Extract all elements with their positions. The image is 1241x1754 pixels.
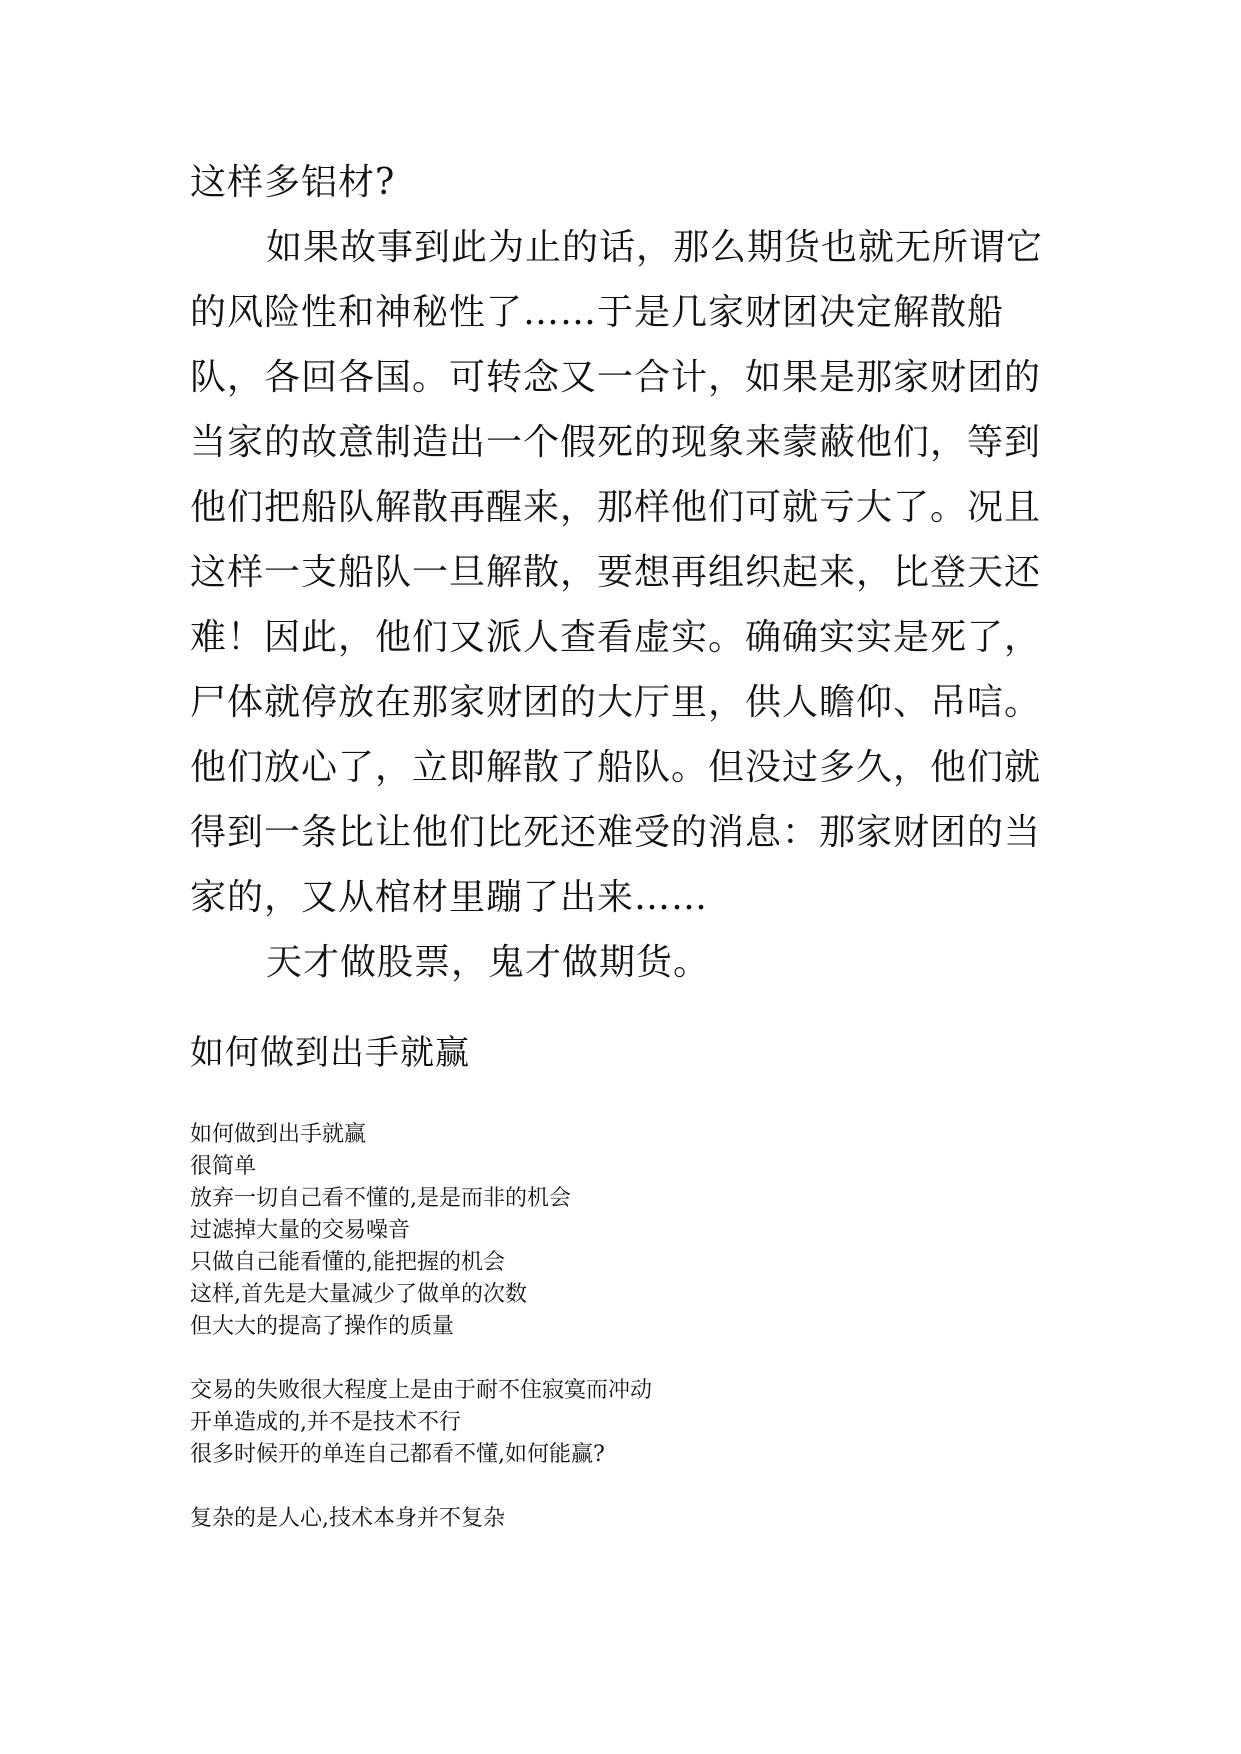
story-line: 的风险性和神秘性了……于是几家财团决定解散船 xyxy=(190,292,1005,333)
story-paragraph xyxy=(190,215,1060,930)
blank-line xyxy=(190,1343,1060,1375)
story-paragraph xyxy=(190,150,1060,215)
story-line: 如果故事到此为止的话，那么期货也就无所谓它 xyxy=(266,227,1044,268)
notes-line: 但大大的提高了操作的质量 xyxy=(190,1314,455,1339)
notes-line: 过滤掉大量的交易噪音 xyxy=(190,1218,411,1243)
notes-body xyxy=(190,1119,1060,1535)
notes-line: 复杂的是人心,技术本身并不复杂 xyxy=(190,1506,505,1531)
story-line: 他们放心了，立即解散了船队。但没过多久，他们就 xyxy=(190,747,1042,788)
story-line: 尸体就停放在那家财团的大厅里，供人瞻仰、吊唁。 xyxy=(190,682,1042,723)
notes-line: 如何做到出手就赢 xyxy=(190,1122,367,1147)
story-line: 难！因此，他们又派人查看虚实。确确实实是死了， xyxy=(190,617,1042,658)
story-line: 家的，又从棺材里蹦了出来…… xyxy=(190,877,709,918)
story-line: 当家的故意制造出一个假死的现象来蒙蔽他们，等到 xyxy=(190,422,1042,463)
notes-line: 交易的失败很大程度上是由于耐不住寂寞而冲动 xyxy=(190,1378,653,1403)
story-body xyxy=(190,150,1060,995)
notes-line: 这样,首先是大量减少了做单的次数 xyxy=(190,1282,527,1307)
story-line: 他们把船队解散再醒来，那样他们可就亏大了。况且 xyxy=(190,487,1042,528)
notes-line: 只做自己能看懂的,能把握的机会 xyxy=(190,1250,505,1275)
story-line: 得到一条比让他们比死还难受的消息：那家财团的当 xyxy=(190,812,1042,853)
notes-line: 很简单 xyxy=(190,1154,257,1179)
blank-line xyxy=(190,1471,1060,1503)
notes-line: 放弃一切自己看不懂的,是是而非的机会 xyxy=(190,1186,571,1211)
story-paragraph xyxy=(190,930,1060,995)
section-title: 如何做到出手就赢 xyxy=(190,1033,470,1073)
story-line: 这样多铝材? xyxy=(190,162,396,203)
document-page xyxy=(190,150,1060,1535)
notes-line: 很多时候开的单连自己都看不懂,如何能赢? xyxy=(190,1442,605,1467)
story-line: 队，各回各国。可转念又一合计，如果是那家财团的 xyxy=(190,357,1042,398)
story-line: 这样一支船队一旦解散，要想再组织起来，比登天还 xyxy=(190,552,1042,593)
story-line: 天才做股票，鬼才做期货。 xyxy=(266,942,711,983)
notes-line: 开单造成的,并不是技术不行 xyxy=(190,1410,461,1435)
